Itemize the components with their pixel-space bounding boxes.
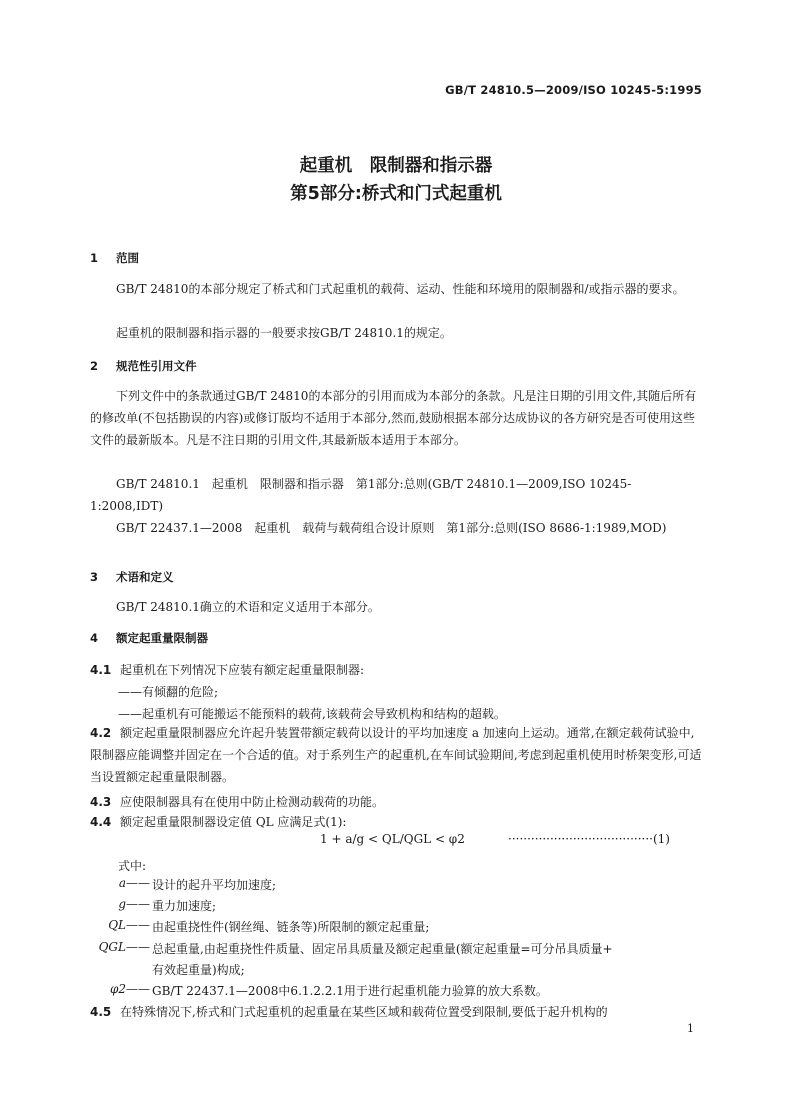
section-2-heading: [90, 358, 197, 374]
page-number: 1: [687, 1022, 694, 1035]
formula-number: ······································(1): [508, 832, 670, 846]
document-title-line2: 第5部分:桥式和门式起重机: [290, 184, 502, 204]
variable-symbol: QGL——: [98, 940, 150, 954]
clause-number: 4.2: [90, 726, 112, 740]
clause-number: 4.4: [90, 815, 112, 829]
clause-text: 在特殊情况下,桥式和门式起重机的起重量在某些区域和载荷位置受到限制,要低于起升机构的: [120, 1005, 608, 1019]
section-1-paragraph-2: 起重机的限制器和指示器的一般要求按GB/T 24810.1的规定。: [116, 326, 452, 340]
section-title: 规范性引用文件: [116, 359, 197, 373]
clause-number: 4.1: [90, 663, 112, 677]
clause-4-5: [90, 1004, 608, 1020]
section-number: 2: [90, 359, 99, 373]
clause-4-3: [90, 794, 384, 810]
section-number: 1: [90, 251, 99, 265]
clause-text: 额定起重量限制器设定值 QL 应满足式(1):: [120, 815, 347, 829]
section-title: 额定起重量限制器: [116, 631, 208, 645]
variable-description: 设计的起升平均加速度;: [152, 878, 277, 892]
variable-symbol: g——: [118, 897, 150, 911]
clause-text: 应使限制器具有在使用中防止检测动载荷的功能。: [120, 795, 385, 809]
list-item: ——起重机有可能搬运不能预料的载荷,该载荷会导致机构和结构的超载。: [118, 707, 506, 721]
clause-text: 起重机在下列情况下应装有额定起重量限制器:: [120, 663, 365, 677]
standard-code: GB/T 24810.5—2009/ISO 10245-5:1995: [445, 83, 702, 97]
document-title-line1: 起重机 限制器和指示器: [299, 156, 493, 176]
clause-4-2: [90, 722, 702, 788]
section-2-paragraph-1: 下列文件中的条款通过GB/T 24810的本部分的引用而成为本部分的条款。凡是注日期的引用文件,其随后所有的修改单(不包括勘误的内容)或修订版均不适用于本部分,然而,鼓励根据本部分达成协议的各方研究是否可使用这些文件的最新版本。凡是不注日期的引用文件,其最新版本适用于本部分。: [90, 389, 697, 447]
variable-description: 重力加速度;: [152, 899, 217, 913]
clause-text: 额定起重量限制器应允许起升装置带额定载荷以设计的平均加速度 a 加速向上运动。通常,在额定载荷试验中,限制器应能调整并固定在一个合适的值。对于系列生产的起重机,在车间试验期间,考虑到起重机使用时桥架变形,可适当设置额定起重量限制器。: [90, 726, 702, 784]
section-4-heading: [90, 630, 208, 646]
formula-1: 1 + a/g < QL/QGL < φ2: [320, 832, 465, 846]
section-number: 3: [90, 570, 99, 584]
clause-4-1: [90, 662, 364, 678]
variable-symbol: a——: [118, 876, 150, 890]
variable-description: 由起重挠性件(钢丝绳、链条等)所限制的额定起重量;: [152, 920, 430, 934]
section-3-heading: [90, 569, 174, 585]
section-1-paragraph-1: GB/T 24810的本部分规定了桥式和门式起重机的载荷、运动、性能和环境用的限制器和/或指示器的要求。: [116, 282, 685, 296]
variable-symbol: QL——: [108, 918, 150, 932]
clause-number: 4.3: [90, 795, 112, 809]
variable-symbol: φ2——: [109, 982, 150, 996]
variable-description: 总起重量,由起重挠性件质量、固定吊具质量及额定起重量(额定起重量=可分吊具质量+: [152, 942, 613, 956]
variable-description-continued: 有效起重量)构成;: [152, 963, 245, 977]
normative-reference-2: GB/T 22437.1—2008 起重机 载荷与载荷组合设计原则 第1部分:总则(ISO 8686-1:1989,MOD): [116, 521, 667, 535]
clause-4-4: [90, 814, 346, 830]
where-label: 式中:: [118, 859, 147, 873]
section-number: 4: [90, 631, 99, 645]
section-1-heading: [90, 250, 139, 266]
section-title: 术语和定义: [116, 570, 174, 584]
normative-reference-1: GB/T 24810.1 起重机 限制器和指示器 第1部分:总则(GB/T 24810.1—2009,ISO 10245-1:2008,IDT): [90, 477, 632, 513]
clause-number: 4.5: [90, 1005, 112, 1019]
section-3-paragraph-1: GB/T 24810.1确立的术语和定义适用于本部分。: [116, 600, 380, 614]
list-item: ——有倾翻的危险;: [118, 685, 219, 699]
variable-description: GB/T 22437.1—2008中6.1.2.2.1用于进行起重机能力验算的放大系数。: [152, 984, 548, 998]
section-title: 范围: [116, 251, 139, 265]
